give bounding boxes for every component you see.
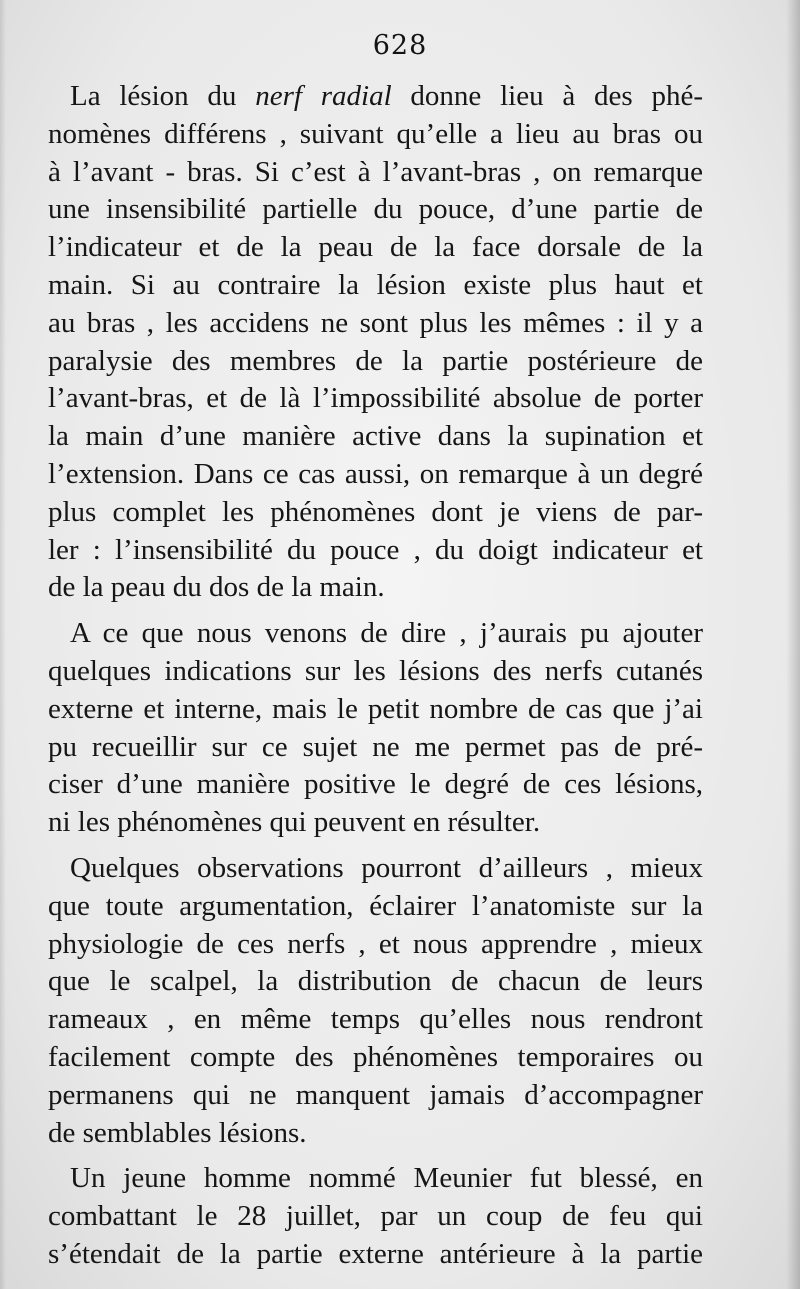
- text-line: rameaux , en même temps qu’elles nous rendront: [48, 1003, 703, 1036]
- text-line: Un jeune homme nommé Meunier fut blessé, en: [70, 1162, 703, 1195]
- text-line: La lésion du nerf radial donne lieu à des phé-: [70, 80, 703, 112]
- paragraph-gap: [48, 842, 703, 850]
- text-line: A ce que nous venons de dire , j’aurais pu ajouter: [70, 617, 703, 650]
- text-line: ciser d’une manière positive le degré de ces lésions,: [48, 768, 703, 801]
- text-line: externe et interne, mais le petit nombre de cas que j’ai: [48, 692, 703, 725]
- text-line: de la peau du dos de la main.: [48, 571, 385, 604]
- paragraph-gap: [48, 1152, 703, 1160]
- text-line: s’étendait de la partie externe antérieure à la partie: [48, 1237, 703, 1270]
- text-line: paralysie des membres de la partie postérieure de: [48, 344, 703, 377]
- text-line: pu recueillir sur ce sujet ne me permet pas de pré-: [48, 730, 703, 763]
- text-line: nomènes différens , suivant qu’elle a lieu au bras ou: [48, 117, 703, 150]
- page-number: 628: [372, 30, 428, 61]
- paragraph-gap: [48, 607, 703, 615]
- text-line: la main d’une manière active dans la supination et: [48, 420, 703, 453]
- italic-term: nerf radial: [255, 80, 392, 112]
- text-line: ler : l’insensibilité du pouce , du doigt indicateur et: [48, 533, 703, 566]
- text-line: l’extension. Dans ce cas aussi, on remarque à un degré: [48, 457, 703, 490]
- text-line: au bras , les accidens ne sont plus les mêmes : il y a: [48, 306, 703, 339]
- text-line: à l’avant - bras. Si c’est à l’avant-bras , on remarque: [48, 155, 703, 188]
- text-line: physiologie de ces nerfs , et nous apprendre , mieux: [48, 927, 703, 960]
- text-line: l’indicateur et de la peau de la face dorsale de la: [48, 231, 703, 264]
- body-text: [48, 78, 703, 1274]
- text-line: combattant le 28 juillet, par un coup de feu qui: [48, 1200, 703, 1233]
- text-line: permanens qui ne manquent jamais d’accompagner: [48, 1078, 703, 1111]
- text-line: quelques indications sur les lésions des nerfs cutanés: [48, 654, 703, 687]
- text-line: que toute argumentation, éclairer l’anatomiste sur la: [48, 889, 703, 922]
- text-line: de semblables lésions.: [48, 1116, 307, 1149]
- page-edge-shadow-left: [0, 0, 6, 1289]
- text-line: que le scalpel, la distribution de chacun de leurs: [48, 965, 703, 998]
- text-line: l’avant-bras, et de là l’impossibilité absolue de porter: [48, 382, 703, 415]
- text-line: main. Si au contraire la lésion existe plus haut et: [48, 268, 703, 301]
- text-line: plus complet les phénomènes dont je viens de par-: [48, 495, 703, 528]
- text-line: une insensibilité partielle du pouce, d’une partie de: [48, 193, 703, 226]
- page-edge-shadow-right: [786, 0, 800, 1289]
- text-line: ni les phénomènes qui peuvent en résulter.: [48, 806, 541, 839]
- text-line: Quelques observations pourront d’ailleurs , mieux: [70, 851, 703, 884]
- text-line: facilement compte des phénomènes temporaires ou: [48, 1040, 703, 1073]
